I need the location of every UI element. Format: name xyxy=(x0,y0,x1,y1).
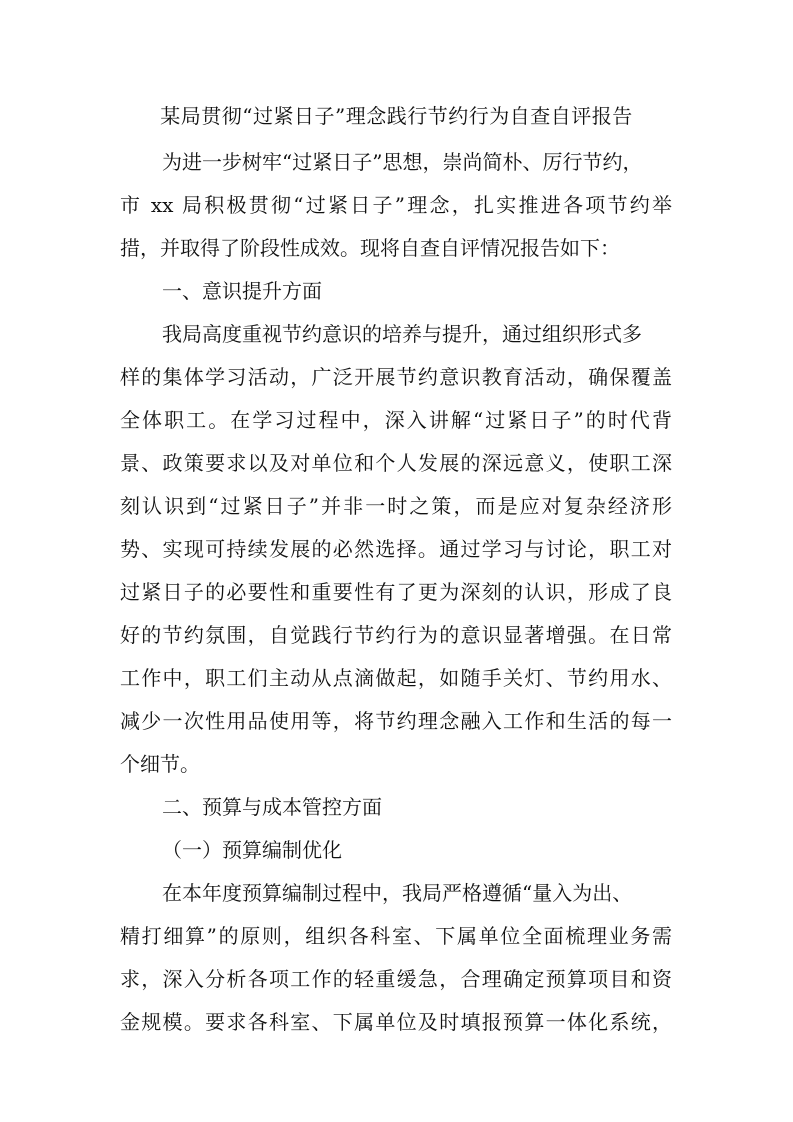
paragraph-line: 景、政策要求以及对单位和个人发展的深远意义，使职工深 xyxy=(120,451,672,475)
paragraph-line: 工作中，职工们主动从点滴做起，如随手关灯、节约用水、 xyxy=(120,666,672,690)
paragraph-line: 个细节。 xyxy=(120,752,200,776)
paragraph-line: 样的集体学习活动，广泛开展节约意识教育活动，确保覆盖 xyxy=(120,365,672,389)
paragraph-line: 市 xx 局积极贯彻“过紧日子”理念，扎实推进各项节约举 xyxy=(120,193,672,217)
subsection-heading: （一）预算编制优化 xyxy=(162,838,342,862)
paragraph-line: 在本年度预算编制过程中，我局严格遵循“量入为出、 xyxy=(162,881,633,905)
section-heading: 二、预算与成本管控方面 xyxy=(162,795,382,819)
paragraph-line: 措，并取得了阶段性成效。现将自查自评情况报告如下： xyxy=(120,236,620,260)
paragraph-line: 我局高度重视节约意识的培养与提升，通过组织形式多 xyxy=(162,322,642,346)
paragraph-line: 刻认识到“过紧日子”并非一时之策，而是应对复杂经济形 xyxy=(120,494,672,518)
paragraph-line: 金规模。要求各科室、下属单位及时填报预算一体化系统， xyxy=(120,1010,672,1034)
paragraph-line: 求，深入分析各项工作的轻重缓急，合理确定预算项目和资 xyxy=(120,967,672,991)
paragraph-line: 好的节约氛围，自觉践行节约行为的意识显著增强。在日常 xyxy=(120,623,672,647)
paragraph-line: 势、实现可持续发展的必然选择。通过学习与讨论，职工对 xyxy=(120,537,672,561)
section-heading: 一、意识提升方面 xyxy=(162,279,322,303)
paragraph-line: 全体职工。在学习过程中，深入讲解“过紧日子”的时代背 xyxy=(120,408,672,432)
document-title: 某局贯彻“过紧日子”理念践行节约行为自查自评报告 xyxy=(160,104,633,128)
paragraph-line: 过紧日子的必要性和重要性有了更为深刻的认识，形成了良 xyxy=(120,580,672,604)
paragraph-line: 精打细算”的原则，组织各科室、下属单位全面梳理业务需 xyxy=(120,924,672,948)
paragraph-line: 为进一步树牢“过紧日子”思想，崇尚简朴、厉行节约， xyxy=(162,150,643,174)
paragraph-line: 减少一次性用品使用等，将节约理念融入工作和生活的每一 xyxy=(120,709,672,733)
